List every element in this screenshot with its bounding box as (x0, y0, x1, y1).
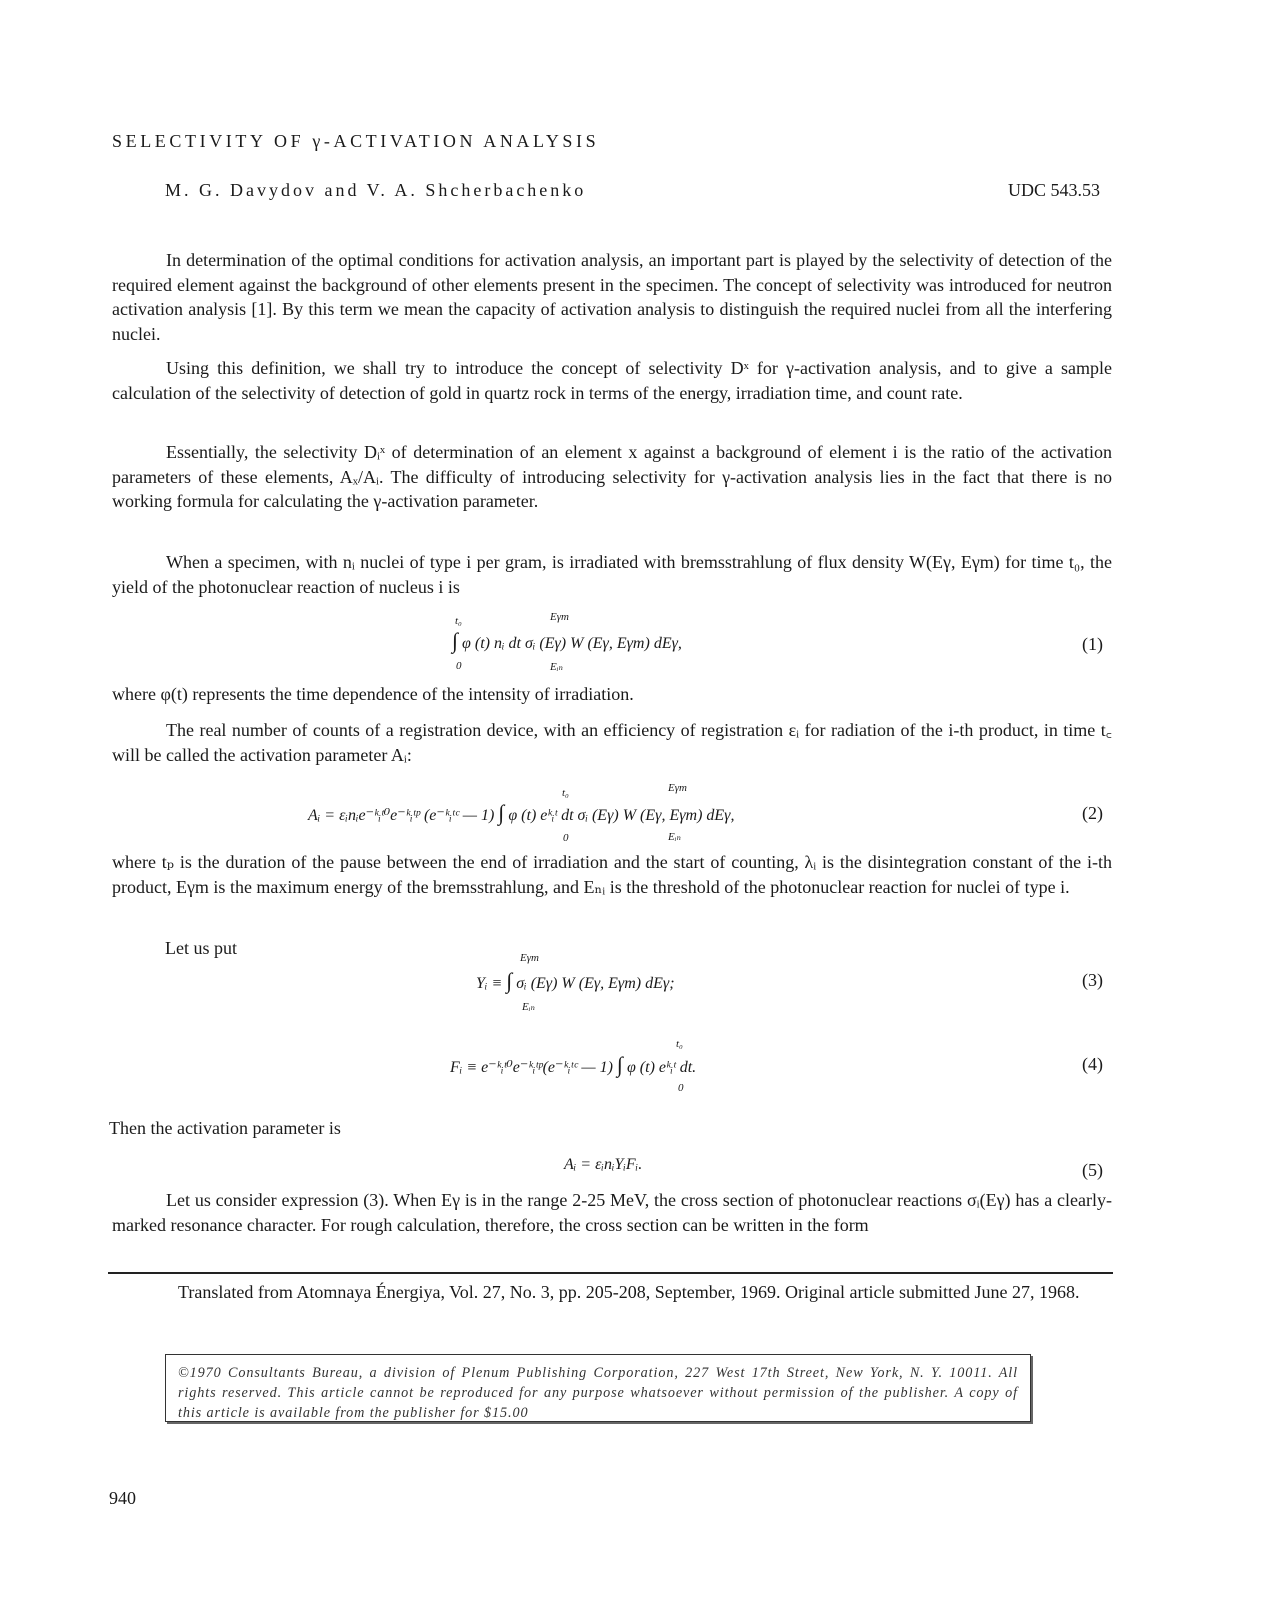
eq3-lower-limit: Eᵢₙ (522, 1001, 535, 1013)
paper-title: SELECTIVITY OF γ-ACTIVATION ANALYSIS (112, 131, 600, 151)
eq2-lower-limit-1: 0 (563, 832, 569, 844)
eq3-upper-limit: Eγm (520, 952, 539, 964)
equation-5-number: (5) (1082, 1160, 1103, 1180)
eq1-upper-limit-1: t₀ (455, 615, 462, 627)
equation-2 (308, 800, 734, 826)
eq3-lhs: Yᵢ ≡ (476, 975, 503, 992)
equation-4 (450, 1052, 696, 1078)
integral-sign: ∫ (498, 800, 505, 825)
paragraph-10: Let us consider expression (3). When Eγ is in the range 2-25 MeV, the cross section of photonuclear reactions σᵢ(Eγ) has a clearly-marked resonance character. For rough calculation, therefore, the cross section can be written in the form (112, 1190, 1112, 1235)
footnote-divider (108, 1272, 1113, 1274)
paragraph-9: Then the activation parameter is (109, 1118, 341, 1138)
eq2-lhs: Aᵢ = εᵢnᵢe⁻ᵏᵢᵗ⁰e⁻ᵏᵢᵗᵖ (e⁻ᵏᵢᵗᶜ — 1) (308, 807, 495, 824)
equation-3-number: (3) (1082, 970, 1103, 990)
equation-2-number: (2) (1082, 803, 1103, 823)
paragraph-3: Essentially, the selectivity Dᵢˣ of determination of an element x against a background of element i is the ratio of the activation parameters of these elements, Aₓ/Aᵢ. The difficulty of introducing selectivity for γ-activation analysis lies in the fact that there is no working formula for calculating the γ-activation parameter. (112, 442, 1112, 511)
integral-sign: ∫ (452, 628, 459, 653)
eq1-lower-limit-2: Eᵢₙ (550, 661, 563, 673)
eq2-upper-limit-1: t₀ (562, 787, 569, 799)
equation-1 (452, 611, 682, 673)
eq1-body: φ (t) nᵢ dt σᵢ (Eγ) W (Eγ, Eγm) dEγ, (462, 635, 682, 652)
eq2-upper-limit-2: Eγm (668, 782, 687, 794)
eq4-lower-limit: 0 (678, 1082, 684, 1094)
eq4-body: φ (t) eᵏᵢᵗ dt. (626, 1059, 697, 1076)
copyright-notice: ©1970 Consultants Bureau, a division of Plenum Publishing Corporation, 227 West 17th Street, New York, N. Y. 10011. All rights reserved. This article cannot be reproduced for any purpose whatsoever without permission of the publisher. A copy of this article is available from the publisher for $15.00 (165, 1354, 1031, 1422)
page-number: 940 (109, 1488, 136, 1508)
paragraph-7: where tₚ is the duration of the pause between the end of irradiation and the start of counting, λᵢ is the disintegration constant of the i-th product, Eγm is the maximum energy of the bremsstrahlung, and Eₙᵢ is the threshold of the photonuclear reaction for nuclei of type i. (112, 852, 1112, 897)
paragraph-5: where φ(t) represents the time dependence of the intensity of irradiation. (112, 684, 634, 704)
eq1-upper-limit-2: Eγm (550, 611, 569, 623)
equation-5: Aᵢ = εᵢnᵢYᵢFᵢ. (564, 1156, 643, 1173)
integral-sign: ∫ (506, 968, 513, 993)
paragraph-1: In determination of the optimal conditions for activation analysis, an important part is played by the selectivity of detection of the required element against the background of other elements present in the specimen. The concept of selectivity was introduced for neutron activation analysis [1]. By this term we mean the capacity of activation analysis to distinguish the required nuclei from all the interfering nuclei. (112, 250, 1112, 344)
eq3-body: σᵢ (Eγ) W (Eγ, Eγm) dEγ; (516, 975, 675, 992)
eq2-lower-limit-2: Eᵢₙ (668, 831, 681, 843)
paragraph-4: When a specimen, with nᵢ nuclei of type i per gram, is irradiated with bremsstrahlung of flux density W(Eγ, Eγm) for time t₀, the yield of the photonuclear reaction of nucleus i is (112, 552, 1112, 597)
equation-3 (476, 968, 675, 994)
integral-sign: ∫ (616, 1052, 623, 1077)
equation-1-number: (1) (1082, 634, 1103, 654)
paper-authors: M. G. Davydov and V. A. Shcherbachenko (165, 180, 587, 200)
paragraph-2: Using this definition, we shall try to introduce the concept of selectivity Dˣ for γ-activation analysis, and to give a sample calculation of the selectivity of detection of gold in quartz rock in terms of the energy, irradiation time, and count rate. (112, 358, 1112, 403)
equation-4-number: (4) (1082, 1054, 1103, 1074)
translation-footnote: Translated from Atomnaya Énergiya, Vol. 27, No. 3, pp. 205-208, September, 1969. Original article submitted June 27, 1968. (178, 1282, 1080, 1302)
eq1-lower-limit-1: 0 (456, 660, 462, 672)
paragraph-6: The real number of counts of a registration device, with an efficiency of registration εᵢ for radiation of the i-th product, in time t꜀ will be called the activation parameter Aᵢ: (112, 720, 1112, 765)
eq2-body: φ (t) eᵏᵢᵗ dt σᵢ (Eγ) W (Eγ, Eγm) dEγ, (508, 807, 735, 824)
eq4-upper-limit: t₀ (676, 1038, 683, 1050)
paragraph-8: Let us put (165, 938, 237, 958)
eq4-lhs: Fᵢ ≡ e⁻ᵏᵢᵗ⁰e⁻ᵏᵢᵗᵖ(e⁻ᵏᵢᵗᶜ — 1) (450, 1059, 613, 1076)
udc-code: UDC 543.53 (1007, 180, 1100, 200)
